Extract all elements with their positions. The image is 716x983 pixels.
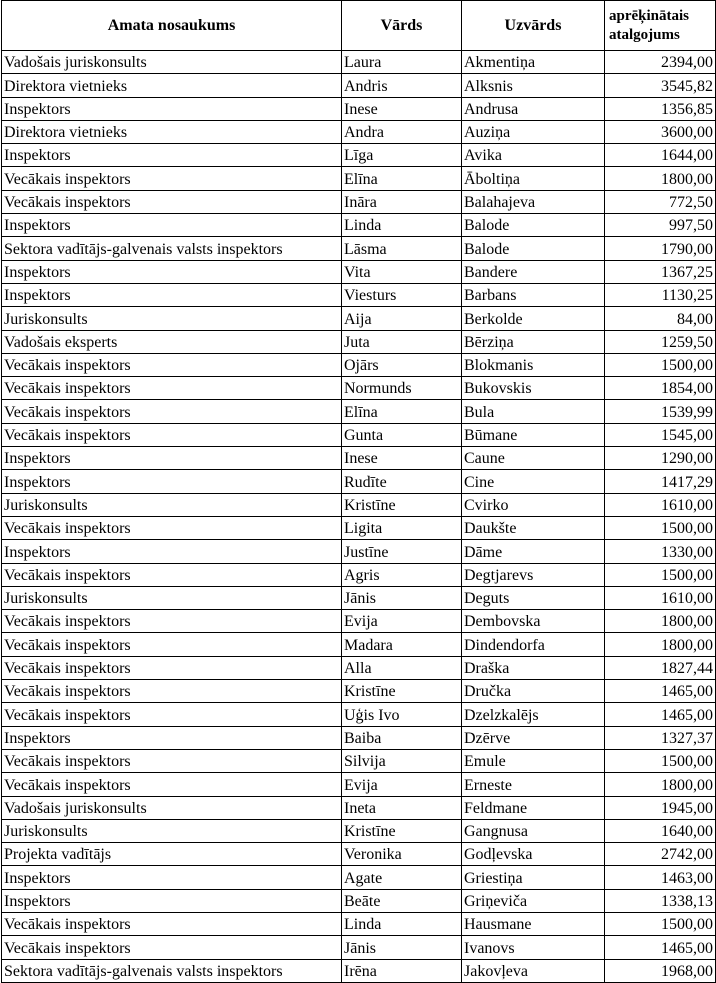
table-row [2,843,716,866]
cell-last-name: Erneste [462,773,605,796]
table-row [2,656,716,679]
table-row [2,889,716,912]
table-row [2,400,716,423]
cell-first-name: Aija [342,307,462,330]
table-row [2,423,716,446]
cell-position: Juriskonsults [2,307,342,330]
cell-last-name: Bula [462,400,605,423]
cell-position: Juriskonsults [2,819,342,842]
salary-table [1,0,716,983]
cell-first-name: Baiba [342,726,462,749]
cell-position: Projekta vadītājs [2,843,342,866]
cell-position: Vecākais inspektors [2,400,342,423]
cell-salary: 1800,00 [605,633,716,656]
cell-first-name: Silvija [342,749,462,772]
cell-first-name: Gunta [342,423,462,446]
table-row [2,283,716,306]
cell-first-name: Jānis [342,586,462,609]
cell-salary: 1500,00 [605,516,716,539]
cell-first-name: Ināra [342,190,462,213]
cell-last-name: Dzelzkalējs [462,703,605,726]
cell-salary: 1854,00 [605,377,716,400]
cell-first-name: Juta [342,330,462,353]
cell-last-name: Balahajeva [462,190,605,213]
cell-salary: 1465,00 [605,680,716,703]
cell-salary: 1327,37 [605,726,716,749]
column-header-first-name: Vārds [342,1,462,51]
cell-position: Juriskonsults [2,493,342,516]
cell-last-name: Godļevska [462,843,605,866]
cell-last-name: Alksnis [462,74,605,97]
cell-first-name: Elīna [342,167,462,190]
cell-last-name: Gangnusa [462,819,605,842]
cell-salary: 1610,00 [605,493,716,516]
cell-first-name: Uģis Ivo [342,703,462,726]
cell-salary: 2394,00 [605,51,716,74]
cell-first-name: Andra [342,120,462,143]
cell-position: Inspektors [2,470,342,493]
cell-first-name: Agris [342,563,462,586]
cell-last-name: Āboltiņa [462,167,605,190]
cell-salary: 1417,29 [605,470,716,493]
cell-salary: 1500,00 [605,353,716,376]
table-row [2,726,716,749]
cell-position: Vecākais inspektors [2,423,342,446]
cell-salary: 84,00 [605,307,716,330]
table-row [2,260,716,283]
cell-salary: 997,50 [605,214,716,237]
table-row [2,237,716,260]
table-row [2,330,716,353]
cell-first-name: Kristīne [342,493,462,516]
cell-position: Sektora vadītājs-galvenais valsts inspektors [2,959,342,982]
cell-salary: 3600,00 [605,120,716,143]
cell-position: Vecākais inspektors [2,610,342,633]
cell-salary: 1338,13 [605,889,716,912]
table-row [2,703,716,726]
table-row [2,307,716,330]
table-row [2,120,716,143]
table-row [2,680,716,703]
cell-position: Juriskonsults [2,586,342,609]
cell-salary: 1463,00 [605,866,716,889]
cell-last-name: Akmentiņa [462,51,605,74]
cell-position: Inspektors [2,866,342,889]
table-row [2,610,716,633]
cell-position: Vecākais inspektors [2,633,342,656]
cell-position: Inspektors [2,283,342,306]
table-row [2,74,716,97]
cell-last-name: Būmane [462,423,605,446]
cell-position: Inspektors [2,260,342,283]
table-row [2,493,716,516]
cell-position: Vecākais inspektors [2,190,342,213]
cell-salary: 1968,00 [605,959,716,982]
table-row [2,214,716,237]
cell-last-name: Draška [462,656,605,679]
cell-last-name: Deguts [462,586,605,609]
cell-salary: 1827,44 [605,656,716,679]
cell-salary: 1259,50 [605,330,716,353]
cell-last-name: Dzērve [462,726,605,749]
cell-position: Inspektors [2,726,342,749]
cell-last-name: Auziņa [462,120,605,143]
cell-salary: 1790,00 [605,237,716,260]
cell-last-name: Barbans [462,283,605,306]
table-row [2,167,716,190]
cell-last-name: Berkolde [462,307,605,330]
table-row [2,773,716,796]
cell-first-name: Normunds [342,377,462,400]
cell-position: Sektora vadītājs-galvenais valsts inspektors [2,237,342,260]
cell-salary: 1539,99 [605,400,716,423]
cell-first-name: Viesturs [342,283,462,306]
cell-first-name: Inese [342,97,462,120]
table-body [2,51,716,983]
cell-first-name: Ligita [342,516,462,539]
cell-first-name: Jānis [342,936,462,959]
cell-position: Vecākais inspektors [2,656,342,679]
cell-first-name: Kristīne [342,680,462,703]
cell-salary: 1500,00 [605,749,716,772]
table-header-row [2,1,716,51]
table-row [2,796,716,819]
table-row [2,144,716,167]
cell-position: Vecākais inspektors [2,749,342,772]
table-row [2,959,716,982]
table-row [2,447,716,470]
cell-position: Vecākais inspektors [2,353,342,376]
cell-last-name: Griņeviča [462,889,605,912]
cell-first-name: Madara [342,633,462,656]
cell-first-name: Linda [342,214,462,237]
cell-first-name: Veronika [342,843,462,866]
cell-first-name: Lāsma [342,237,462,260]
column-header-last-name: Uzvārds [462,1,605,51]
table-row [2,819,716,842]
cell-position: Vadošais juriskonsults [2,51,342,74]
table-row [2,866,716,889]
cell-position: Vecākais inspektors [2,516,342,539]
cell-salary: 1610,00 [605,586,716,609]
cell-last-name: Dindendorfa [462,633,605,656]
cell-last-name: Bukovskis [462,377,605,400]
cell-salary: 772,50 [605,190,716,213]
table-row [2,586,716,609]
table-row [2,51,716,74]
cell-salary: 1640,00 [605,819,716,842]
cell-position: Vecākais inspektors [2,563,342,586]
cell-salary: 1465,00 [605,936,716,959]
table-row [2,190,716,213]
cell-first-name: Kristīne [342,819,462,842]
table-row [2,563,716,586]
cell-last-name: Avika [462,144,605,167]
cell-position: Inspektors [2,540,342,563]
cell-salary: 1800,00 [605,167,716,190]
cell-last-name: Balode [462,237,605,260]
cell-first-name: Līga [342,144,462,167]
column-header-position: Amata nosaukums [2,1,342,51]
cell-last-name: Cine [462,470,605,493]
cell-first-name: Ineta [342,796,462,819]
cell-last-name: Dāme [462,540,605,563]
cell-position: Direktora vietnieks [2,120,342,143]
cell-salary: 1500,00 [605,563,716,586]
cell-position: Inspektors [2,447,342,470]
cell-salary: 1945,00 [605,796,716,819]
cell-position: Vadošais eksperts [2,330,342,353]
cell-first-name: Irēna [342,959,462,982]
table-row [2,540,716,563]
cell-last-name: Emule [462,749,605,772]
cell-salary: 1644,00 [605,144,716,167]
cell-last-name: Griestiņa [462,866,605,889]
cell-last-name: Cvirko [462,493,605,516]
cell-position: Inspektors [2,889,342,912]
cell-first-name: Justīne [342,540,462,563]
cell-salary: 1500,00 [605,912,716,935]
cell-salary: 3545,82 [605,74,716,97]
cell-position: Direktora vietnieks [2,74,342,97]
cell-first-name: Evija [342,773,462,796]
cell-first-name: Evija [342,610,462,633]
cell-position: Vadošais juriskonsults [2,796,342,819]
cell-first-name: Beāte [342,889,462,912]
cell-salary: 1545,00 [605,423,716,446]
cell-last-name: Dembovska [462,610,605,633]
cell-salary: 1465,00 [605,703,716,726]
cell-first-name: Alla [342,656,462,679]
table-row [2,936,716,959]
cell-salary: 1367,25 [605,260,716,283]
cell-salary: 1800,00 [605,773,716,796]
cell-position: Vecākais inspektors [2,912,342,935]
table-row [2,470,716,493]
cell-last-name: Balode [462,214,605,237]
cell-first-name: Laura [342,51,462,74]
cell-last-name: Caune [462,447,605,470]
cell-first-name: Agate [342,866,462,889]
cell-last-name: Daukšte [462,516,605,539]
table-row [2,912,716,935]
column-header-salary: aprēķinātais atalgojums [605,1,716,51]
cell-salary: 1130,25 [605,283,716,306]
cell-last-name: Degtjarevs [462,563,605,586]
cell-position: Vecākais inspektors [2,703,342,726]
cell-position: Inspektors [2,214,342,237]
cell-salary: 1800,00 [605,610,716,633]
cell-salary: 2742,00 [605,843,716,866]
cell-first-name: Elīna [342,400,462,423]
table-row [2,516,716,539]
table-row [2,633,716,656]
cell-last-name: Feldmane [462,796,605,819]
table-row [2,377,716,400]
cell-first-name: Vita [342,260,462,283]
table-row [2,749,716,772]
cell-salary: 1290,00 [605,447,716,470]
cell-position: Vecākais inspektors [2,773,342,796]
cell-last-name: Bandere [462,260,605,283]
cell-position: Vecākais inspektors [2,680,342,703]
cell-first-name: Ojārs [342,353,462,376]
cell-first-name: Inese [342,447,462,470]
cell-position: Vecākais inspektors [2,167,342,190]
cell-salary: 1330,00 [605,540,716,563]
cell-last-name: Bērziņa [462,330,605,353]
cell-last-name: Ivanovs [462,936,605,959]
table-row [2,97,716,120]
cell-position: Vecākais inspektors [2,377,342,400]
cell-position: Vecākais inspektors [2,936,342,959]
cell-first-name: Linda [342,912,462,935]
table-row [2,353,716,376]
cell-first-name: Rudīte [342,470,462,493]
cell-first-name: Andris [342,74,462,97]
cell-last-name: Andrusa [462,97,605,120]
cell-last-name: Hausmane [462,912,605,935]
cell-position: Inspektors [2,97,342,120]
cell-salary: 1356,85 [605,97,716,120]
cell-position: Inspektors [2,144,342,167]
cell-last-name: Blokmanis [462,353,605,376]
cell-last-name: Jakovļeva [462,959,605,982]
cell-last-name: Dručka [462,680,605,703]
